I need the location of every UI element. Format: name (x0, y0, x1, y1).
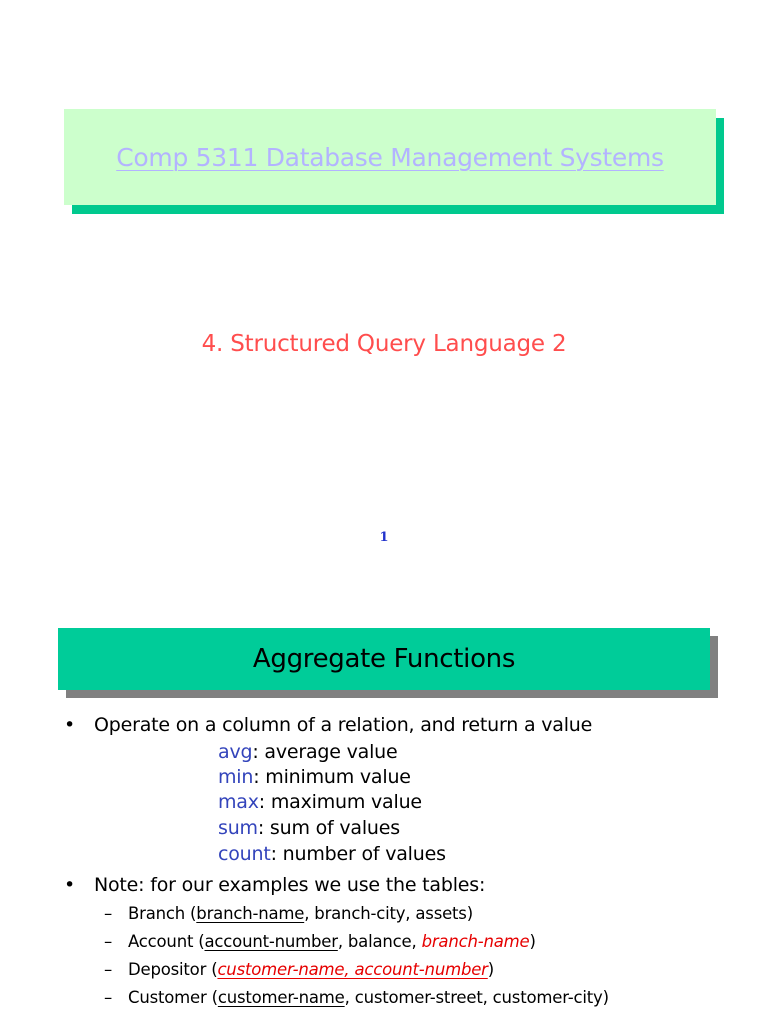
function-name: min (218, 766, 254, 788)
function-desc: : number of values (270, 843, 446, 865)
table-name: Account ( (128, 932, 205, 951)
slide-heading: Aggregate Functions (252, 644, 516, 674)
table-name: Branch ( (128, 904, 197, 923)
table-name: Depositor ( (128, 960, 218, 979)
bullet-icon: • (64, 874, 76, 896)
primary-key: account-number (204, 932, 338, 951)
function-item (218, 843, 446, 865)
function-name: count (218, 843, 271, 865)
table-attributes: , branch-city, assets) (304, 904, 473, 923)
page-number: 1 (379, 530, 389, 545)
table-close: ) (487, 960, 495, 979)
dash-icon: – (104, 960, 113, 979)
function-desc: : minimum value (253, 766, 411, 788)
dash-icon: – (104, 988, 113, 1007)
function-item (218, 791, 422, 813)
table-attributes: , balance, (337, 932, 422, 951)
table-close: ) (529, 932, 536, 951)
table-name: Customer ( (128, 988, 218, 1007)
function-item (218, 766, 411, 788)
bullet-text: Operate on a column of a relation, and return a value (94, 714, 593, 736)
bullet-text: Note: for our examples we use the tables: (94, 874, 486, 896)
dash-icon: – (104, 932, 113, 951)
title-box (64, 109, 716, 205)
function-item (218, 741, 398, 763)
function-desc: : sum of values (257, 817, 400, 839)
bullet-icon: • (64, 714, 76, 736)
primary-key: branch-name (196, 904, 305, 923)
primary-key: customer-name (217, 988, 345, 1007)
lecture-title: 4. Structured Query Language 2 (201, 331, 567, 357)
foreign-key: branch-name (421, 932, 530, 951)
function-desc: : maximum value (258, 791, 422, 813)
function-name: sum (218, 817, 258, 839)
function-item (218, 817, 400, 839)
function-name: avg (218, 741, 253, 763)
table-attributes: , customer-street, customer-city) (344, 988, 609, 1007)
dash-icon: – (104, 904, 113, 923)
course-title: Comp 5311 Database Management Systems (116, 142, 664, 172)
heading-box (58, 628, 710, 690)
function-name: max (218, 791, 259, 813)
function-desc: : average value (252, 741, 398, 763)
foreign-key: customer-name, account-number (217, 960, 488, 979)
